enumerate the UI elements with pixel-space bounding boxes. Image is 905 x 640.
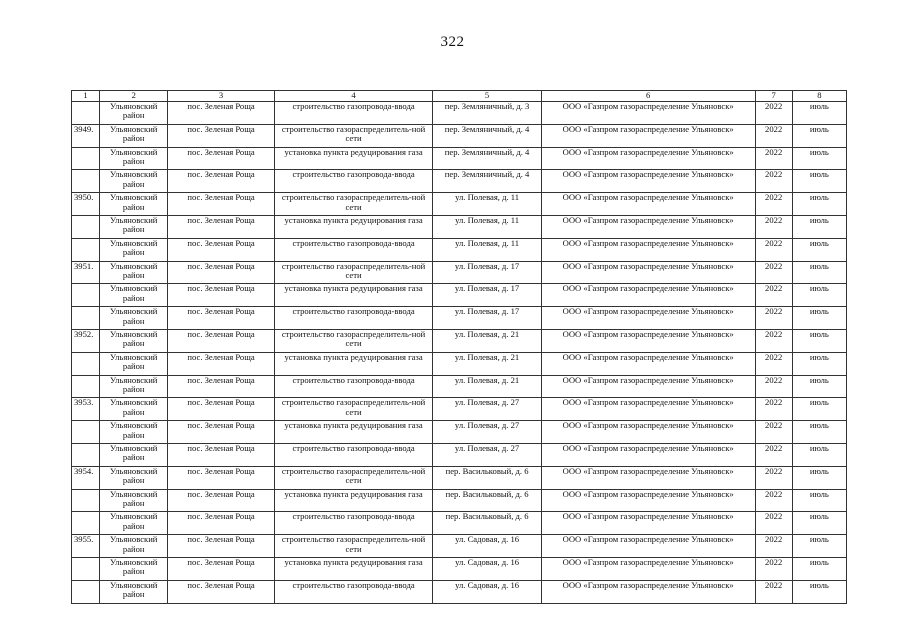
column-header-7: 7 — [755, 91, 792, 102]
table-row — [72, 375, 847, 398]
work-type-cell: строительство газопровода-ввода — [274, 443, 433, 466]
work-type-cell: строительство газопровода-ввода — [274, 170, 433, 193]
district-cell: Ульяновский район — [100, 466, 168, 489]
district-cell: Ульяновский район — [100, 261, 168, 284]
organization-cell: ООО «Газпром газораспределение Ульяновск» — [541, 421, 755, 444]
row-number-cell — [72, 352, 100, 375]
settlement-cell: пос. Зеленая Роща — [168, 352, 274, 375]
year-cell: 2022 — [755, 170, 792, 193]
month-cell: июль — [792, 307, 846, 330]
address-cell: ул. Полевая, д. 11 — [433, 193, 541, 216]
address-cell: ул. Садовая, д. 16 — [433, 557, 541, 580]
settlement-cell: пос. Зеленая Роща — [168, 307, 274, 330]
address-cell: пер. Земляничный, д. 4 — [433, 124, 541, 147]
work-type-cell: установка пункта редуцирования газа — [274, 215, 433, 238]
address-cell: пер. Земляничный, д. 4 — [433, 170, 541, 193]
settlement-cell: пос. Зеленая Роща — [168, 443, 274, 466]
district-cell: Ульяновский район — [100, 535, 168, 558]
district-cell: Ульяновский район — [100, 557, 168, 580]
district-cell: Ульяновский район — [100, 307, 168, 330]
table-body — [72, 102, 847, 604]
address-cell: ул. Полевая, д. 17 — [433, 307, 541, 330]
year-cell: 2022 — [755, 421, 792, 444]
row-number-cell — [72, 102, 100, 125]
table-row — [72, 421, 847, 444]
month-cell: июль — [792, 147, 846, 170]
year-cell: 2022 — [755, 261, 792, 284]
table-row — [72, 443, 847, 466]
settlement-cell: пос. Зеленая Роща — [168, 535, 274, 558]
row-number-cell: 3952. — [72, 329, 100, 352]
table-row — [72, 489, 847, 512]
settlement-cell: пос. Зеленая Роща — [168, 375, 274, 398]
row-number-cell — [72, 215, 100, 238]
work-type-cell: строительство газопровода-ввода — [274, 375, 433, 398]
settlement-cell: пос. Зеленая Роща — [168, 466, 274, 489]
address-cell: пер. Васильковый, д. 6 — [433, 489, 541, 512]
month-cell: июль — [792, 443, 846, 466]
work-type-cell: строительство газопровода-ввода — [274, 580, 433, 603]
settlement-cell: пос. Зеленая Роща — [168, 215, 274, 238]
address-cell: ул. Садовая, д. 16 — [433, 535, 541, 558]
district-cell: Ульяновский район — [100, 329, 168, 352]
year-cell: 2022 — [755, 557, 792, 580]
district-cell: Ульяновский район — [100, 124, 168, 147]
district-cell: Ульяновский район — [100, 398, 168, 421]
gas-works-table — [71, 90, 847, 604]
table-row — [72, 512, 847, 535]
district-cell: Ульяновский район — [100, 421, 168, 444]
address-cell: пер. Земляничный, д. 3 — [433, 102, 541, 125]
settlement-cell: пос. Зеленая Роща — [168, 193, 274, 216]
year-cell: 2022 — [755, 124, 792, 147]
year-cell: 2022 — [755, 238, 792, 261]
district-cell: Ульяновский район — [100, 102, 168, 125]
settlement-cell: пос. Зеленая Роща — [168, 512, 274, 535]
work-type-cell: строительство газораспределитель-ной сети — [274, 124, 433, 147]
district-cell: Ульяновский район — [100, 375, 168, 398]
settlement-cell: пос. Зеленая Роща — [168, 261, 274, 284]
month-cell: июль — [792, 557, 846, 580]
work-type-cell: строительство газопровода-ввода — [274, 238, 433, 261]
table-row — [72, 329, 847, 352]
month-cell: июль — [792, 238, 846, 261]
address-cell: пер. Васильковый, д. 6 — [433, 466, 541, 489]
settlement-cell: пос. Зеленая Роща — [168, 102, 274, 125]
organization-cell: ООО «Газпром газораспределение Ульяновск» — [541, 398, 755, 421]
organization-cell: ООО «Газпром газораспределение Ульяновск» — [541, 124, 755, 147]
month-cell: июль — [792, 421, 846, 444]
settlement-cell: пос. Зеленая Роща — [168, 398, 274, 421]
year-cell: 2022 — [755, 443, 792, 466]
row-number-cell: 3955. — [72, 535, 100, 558]
organization-cell: ООО «Газпром газораспределение Ульяновск» — [541, 557, 755, 580]
settlement-cell: пос. Зеленая Роща — [168, 238, 274, 261]
settlement-cell: пос. Зеленая Роща — [168, 124, 274, 147]
district-cell: Ульяновский район — [100, 193, 168, 216]
settlement-cell: пос. Зеленая Роща — [168, 329, 274, 352]
month-cell: июль — [792, 124, 846, 147]
table-row — [72, 352, 847, 375]
month-cell: июль — [792, 466, 846, 489]
table-row — [72, 215, 847, 238]
year-cell: 2022 — [755, 375, 792, 398]
district-cell: Ульяновский район — [100, 352, 168, 375]
table-row — [72, 238, 847, 261]
district-cell: Ульяновский район — [100, 284, 168, 307]
table-row — [72, 147, 847, 170]
work-type-cell: строительство газораспределитель-ной сети — [274, 535, 433, 558]
year-cell: 2022 — [755, 512, 792, 535]
column-header-2: 2 — [100, 91, 168, 102]
work-type-cell: установка пункта редуцирования газа — [274, 147, 433, 170]
table-row — [72, 466, 847, 489]
district-cell: Ульяновский район — [100, 580, 168, 603]
row-number-cell — [72, 512, 100, 535]
organization-cell: ООО «Газпром газораспределение Ульяновск» — [541, 238, 755, 261]
organization-cell: ООО «Газпром газораспределение Ульяновск» — [541, 512, 755, 535]
row-number-cell — [72, 238, 100, 261]
work-type-cell: установка пункта редуцирования газа — [274, 352, 433, 375]
row-number-cell — [72, 375, 100, 398]
month-cell: июль — [792, 170, 846, 193]
settlement-cell: пос. Зеленая Роща — [168, 170, 274, 193]
month-cell: июль — [792, 352, 846, 375]
address-cell: ул. Полевая, д. 21 — [433, 375, 541, 398]
address-cell: ул. Полевая, д. 11 — [433, 238, 541, 261]
column-header-6: 6 — [541, 91, 755, 102]
address-cell: ул. Полевая, д. 27 — [433, 421, 541, 444]
year-cell: 2022 — [755, 215, 792, 238]
settlement-cell: пос. Зеленая Роща — [168, 421, 274, 444]
address-cell: ул. Полевая, д. 27 — [433, 398, 541, 421]
month-cell: июль — [792, 215, 846, 238]
work-type-cell: строительство газораспределитель-ной сети — [274, 466, 433, 489]
organization-cell: ООО «Газпром газораспределение Ульяновск» — [541, 170, 755, 193]
table-row — [72, 580, 847, 603]
column-header-1: 1 — [72, 91, 100, 102]
district-cell: Ульяновский район — [100, 489, 168, 512]
row-number-cell — [72, 284, 100, 307]
work-type-cell: установка пункта редуцирования газа — [274, 284, 433, 307]
column-header-5: 5 — [433, 91, 541, 102]
year-cell: 2022 — [755, 489, 792, 512]
organization-cell: ООО «Газпром газораспределение Ульяновск» — [541, 466, 755, 489]
organization-cell: ООО «Газпром газораспределение Ульяновск» — [541, 443, 755, 466]
column-header-3: 3 — [168, 91, 274, 102]
year-cell: 2022 — [755, 147, 792, 170]
work-type-cell: установка пункта редуцирования газа — [274, 421, 433, 444]
year-cell: 2022 — [755, 535, 792, 558]
row-number-cell — [72, 307, 100, 330]
settlement-cell: пос. Зеленая Роща — [168, 489, 274, 512]
address-cell: ул. Полевая, д. 17 — [433, 261, 541, 284]
table-row — [72, 398, 847, 421]
year-cell: 2022 — [755, 284, 792, 307]
settlement-cell: пос. Зеленая Роща — [168, 580, 274, 603]
address-cell: ул. Полевая, д. 11 — [433, 215, 541, 238]
address-cell: пер. Васильковый, д. 6 — [433, 512, 541, 535]
month-cell: июль — [792, 512, 846, 535]
month-cell: июль — [792, 580, 846, 603]
header-row — [72, 91, 847, 102]
row-number-cell: 3953. — [72, 398, 100, 421]
year-cell: 2022 — [755, 102, 792, 125]
district-cell: Ульяновский район — [100, 512, 168, 535]
district-cell: Ульяновский район — [100, 215, 168, 238]
organization-cell: ООО «Газпром газораспределение Ульяновск» — [541, 375, 755, 398]
district-cell: Ульяновский район — [100, 443, 168, 466]
row-number-cell: 3954. — [72, 466, 100, 489]
row-number-cell: 3950. — [72, 193, 100, 216]
year-cell: 2022 — [755, 466, 792, 489]
month-cell: июль — [792, 489, 846, 512]
settlement-cell: пос. Зеленая Роща — [168, 147, 274, 170]
address-cell: пер. Земляничный, д. 4 — [433, 147, 541, 170]
row-number-cell: 3951. — [72, 261, 100, 284]
work-type-cell: строительство газораспределитель-ной сети — [274, 193, 433, 216]
year-cell: 2022 — [755, 398, 792, 421]
table-row — [72, 102, 847, 125]
work-type-cell: строительство газопровода-ввода — [274, 512, 433, 535]
month-cell: июль — [792, 261, 846, 284]
district-cell: Ульяновский район — [100, 170, 168, 193]
row-number-cell — [72, 147, 100, 170]
organization-cell: ООО «Газпром газораспределение Ульяновск» — [541, 215, 755, 238]
address-cell: ул. Полевая, д. 17 — [433, 284, 541, 307]
year-cell: 2022 — [755, 193, 792, 216]
organization-cell: ООО «Газпром газораспределение Ульяновск» — [541, 329, 755, 352]
row-number-cell — [72, 421, 100, 444]
month-cell: июль — [792, 535, 846, 558]
district-cell: Ульяновский район — [100, 238, 168, 261]
organization-cell: ООО «Газпром газораспределение Ульяновск» — [541, 535, 755, 558]
table-row — [72, 307, 847, 330]
organization-cell: ООО «Газпром газораспределение Ульяновск» — [541, 102, 755, 125]
month-cell: июль — [792, 398, 846, 421]
month-cell: июль — [792, 102, 846, 125]
table-row — [72, 170, 847, 193]
month-cell: июль — [792, 375, 846, 398]
organization-cell: ООО «Газпром газораспределение Ульяновск» — [541, 193, 755, 216]
page-number: 322 — [440, 34, 465, 50]
month-cell: июль — [792, 193, 846, 216]
work-type-cell: строительство газораспределитель-ной сети — [274, 261, 433, 284]
organization-cell: ООО «Газпром газораспределение Ульяновск» — [541, 147, 755, 170]
organization-cell: ООО «Газпром газораспределение Ульяновск» — [541, 489, 755, 512]
settlement-cell: пос. Зеленая Роща — [168, 284, 274, 307]
column-header-8: 8 — [792, 91, 846, 102]
year-cell: 2022 — [755, 580, 792, 603]
month-cell: июль — [792, 329, 846, 352]
month-cell: июль — [792, 284, 846, 307]
table-row — [72, 193, 847, 216]
year-cell: 2022 — [755, 307, 792, 330]
organization-cell: ООО «Газпром газораспределение Ульяновск» — [541, 352, 755, 375]
row-number-cell: 3949. — [72, 124, 100, 147]
work-type-cell: установка пункта редуцирования газа — [274, 557, 433, 580]
work-type-cell: строительство газораспределитель-ной сети — [274, 329, 433, 352]
address-cell: ул. Полевая, д. 21 — [433, 329, 541, 352]
address-cell: ул. Садовая, д. 16 — [433, 580, 541, 603]
table-row — [72, 261, 847, 284]
table-row — [72, 535, 847, 558]
work-type-cell: строительство газораспределитель-ной сети — [274, 398, 433, 421]
organization-cell: ООО «Газпром газораспределение Ульяновск» — [541, 284, 755, 307]
district-cell: Ульяновский район — [100, 147, 168, 170]
table-row — [72, 124, 847, 147]
row-number-cell — [72, 557, 100, 580]
work-type-cell: установка пункта редуцирования газа — [274, 489, 433, 512]
column-header-4: 4 — [274, 91, 433, 102]
table-header — [72, 91, 847, 102]
row-number-cell — [72, 443, 100, 466]
settlement-cell: пос. Зеленая Роща — [168, 557, 274, 580]
row-number-cell — [72, 170, 100, 193]
row-number-cell — [72, 489, 100, 512]
address-cell: ул. Полевая, д. 21 — [433, 352, 541, 375]
organization-cell: ООО «Газпром газораспределение Ульяновск» — [541, 580, 755, 603]
work-type-cell: строительство газопровода-ввода — [274, 307, 433, 330]
year-cell: 2022 — [755, 352, 792, 375]
work-type-cell: строительство газопровода-ввода — [274, 102, 433, 125]
row-number-cell — [72, 580, 100, 603]
address-cell: ул. Полевая, д. 27 — [433, 443, 541, 466]
year-cell: 2022 — [755, 329, 792, 352]
table-row — [72, 557, 847, 580]
organization-cell: ООО «Газпром газораспределение Ульяновск» — [541, 307, 755, 330]
table-row — [72, 284, 847, 307]
organization-cell: ООО «Газпром газораспределение Ульяновск» — [541, 261, 755, 284]
